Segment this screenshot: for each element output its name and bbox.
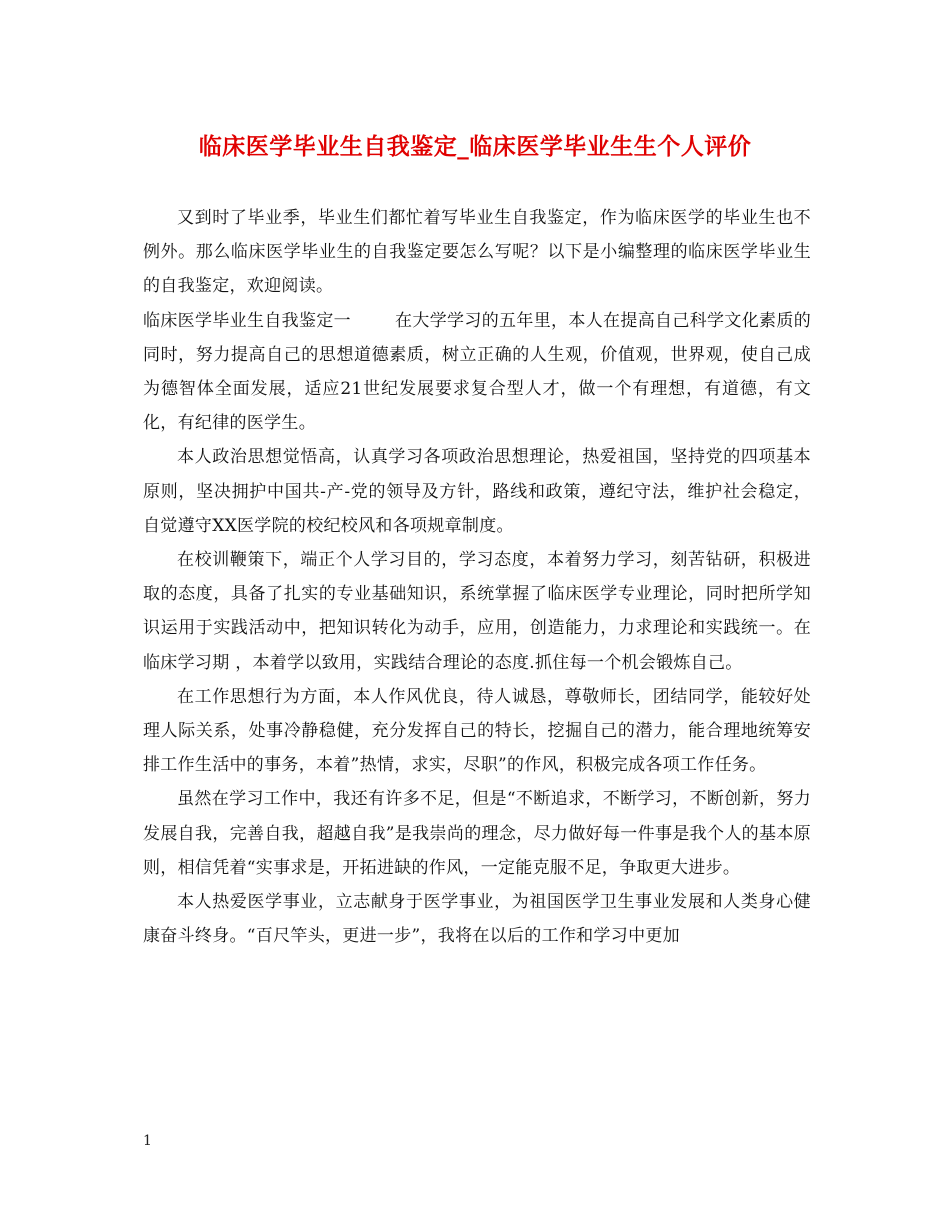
intro-paragraph: 又到时了毕业季，毕业生们都忙着写毕业生自我鉴定，作为临床医学的毕业生也不例外。那么临床医学毕业生的自我鉴定要怎么写呢？以下是小编整理的临床医学毕业生的自我鉴定，欢迎阅读。: [143, 208, 811, 297]
document-title: 临床医学毕业生自我鉴定_临床医学毕业生生个人评价: [198, 133, 752, 160]
body-paragraph: 虽然在学习工作中，我还有许多不足，但是“不断追求，不断学习，不断创新，努力发展自我，完善自我，超越自我”是我崇尚的理念，尽力做好每一件事是我个人的基本原则，相信凭着“实事求是，开拓进缺的作风，一定能克服不足，争取更大进步。: [143, 789, 811, 878]
section-heading: 临床医学毕业生自我鉴定一: [143, 310, 351, 331]
page-number: 1: [143, 1133, 152, 1149]
section-first-paragraph: 在大学学习的五年里，本人在提高自己科学文化素质的同时，努力提高自己的思想道德素质，树立正确的人生观，价值观，世界观，使自己成为德智体全面发展，适应21世纪发展要求复合型人才，做一个有理想，有道德，有文化，有纪律的医学生。: [143, 310, 811, 434]
body-paragraph: 在校训鞭策下，端正个人学习目的，学习态度，本着努力学习，刻苦钻研，积极进取的态度，具备了扎实的专业基础知识，系统掌握了临床医学专业理论，同时把所学知识运用于实践活动中，把知识转化为动手，应用，创造能力，力求理论和实践统一。在临床学习期 ，本着学以致用，实践结合理论的态度.抓住每一个机会锻炼自己。: [143, 550, 811, 673]
body-paragraph: 本人政治思想觉悟高，认真学习各项政治思想理论，热爱祖国，坚持党的四项基本原则，坚决拥护中国共-产-党的领导及方针，路线和政策，遵纪守法，维护社会稳定，自觉遵守XX医学院的校纪校风和各项规章制度。: [143, 447, 811, 536]
document-body: [143, 201, 811, 953]
body-paragraph: 在工作思想行为方面，本人作风优良，待人诚恳，尊敬师长，团结同学，能较好处理人际关系，处事冷静稳健，充分发挥自己的特长，挖掘自己的潜力，能合理地统筹安排工作生活中的事务，本着”热情，求实，尽职”的作风，积极完成各项工作任务。: [143, 686, 811, 776]
body-paragraph: 本人热爱医学事业，立志献身于医学事业，为祖国医学卫生事业发展和人类身心健康奋斗终身。“百尺竿头，更进一步”，我将在以后的工作和学习中更加: [143, 892, 811, 947]
section-paragraph: [143, 304, 811, 441]
